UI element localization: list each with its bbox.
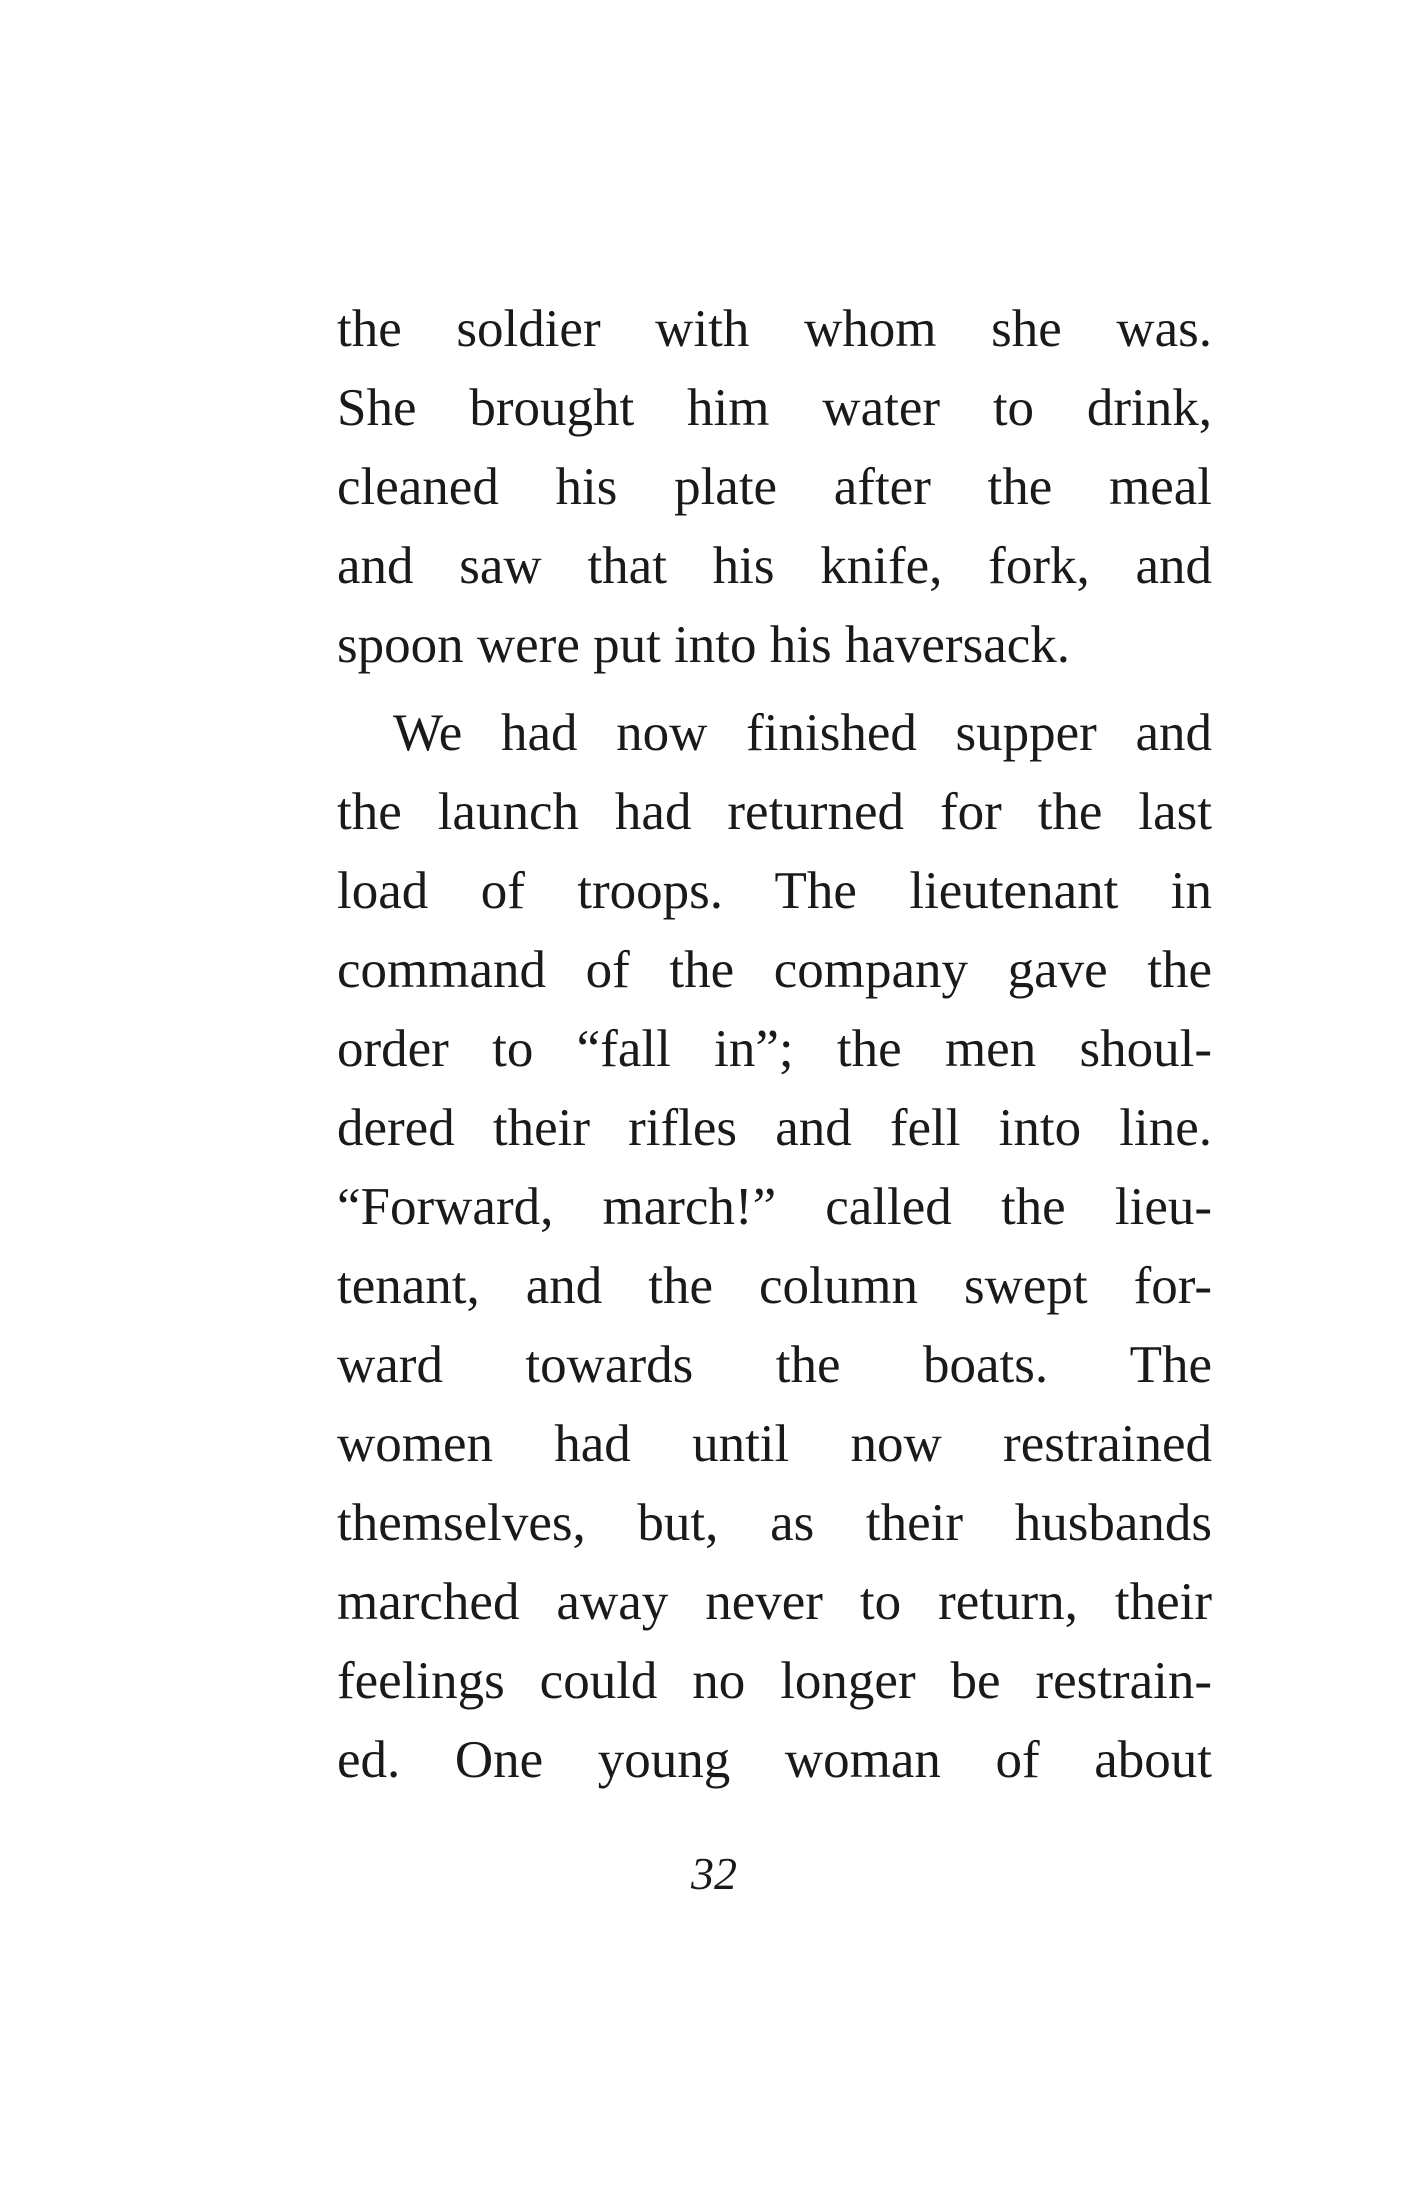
text-line: command of the company gave the [337, 941, 1212, 999]
text-line: themselves, but, as their husbands [337, 1494, 1212, 1552]
text-line: dered their rifles and fell into line. [337, 1099, 1212, 1157]
text-line: feelings could no longer be restrain- [337, 1652, 1212, 1710]
page-number: 32 [691, 1848, 737, 1899]
text-line: the launch had returned for the last [337, 783, 1212, 841]
text-line: “Forward, march!” called the lieu- [337, 1178, 1212, 1236]
paragraph-gap [337, 685, 1212, 694]
text-line: women had until now restrained [337, 1415, 1212, 1473]
text-line: spoon were put into his haversack. [337, 616, 1070, 674]
text-line: load of troops. The lieutenant in [337, 862, 1212, 920]
text-line: ed. One young woman of about [337, 1731, 1212, 1789]
text-line: ward towards the boats. The [337, 1336, 1212, 1394]
text-line: tenant, and the column swept for- [337, 1257, 1212, 1315]
paragraph-1 [337, 290, 1212, 685]
text-line: marched away never to return, their [337, 1573, 1212, 1631]
text-line: and saw that his knife, fork, and [337, 537, 1212, 595]
text-line: cleaned his plate after the meal [337, 458, 1212, 516]
body-text [337, 290, 1212, 1800]
text-line: the soldier with whom she was. [337, 300, 1212, 358]
paragraph-2 [337, 694, 1212, 1800]
text-line: We had now finished supper and [393, 704, 1212, 762]
text-line: order to “fall in”; the men shoul- [337, 1020, 1212, 1078]
text-line: She brought him water to drink, [337, 379, 1212, 437]
